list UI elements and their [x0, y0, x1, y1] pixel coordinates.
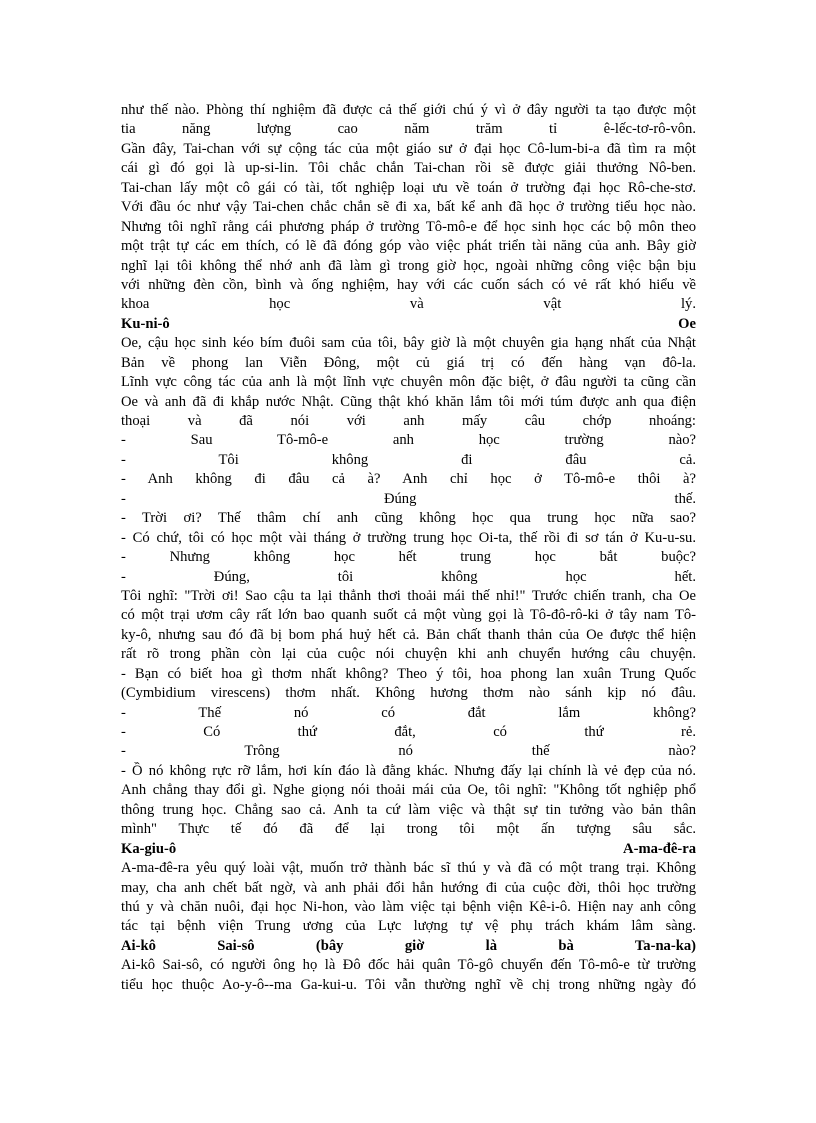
text-line: có một trại ươm cây rất lớn bao quanh suốt cả một vùng gọi là Tô-đô-rô-ki ở tây nam Tô-: [121, 607, 696, 624]
dialogue-line: - Ồ nó không rực rỡ lắm, hơi kín đáo là đằng khác. Nhưng đấy lại chính là vẻ đẹp của nó.: [121, 762, 696, 779]
section-heading: Ku-ni-ô Oe: [121, 315, 696, 332]
section-heading: Ai-kô Sai-sô (bây giờ là bà Ta-na-ka): [121, 937, 696, 954]
dialogue-line: - Tôi không đi đâu cả.: [121, 451, 696, 468]
text-line: thú y và chăn nuôi, đại học Ni-hon, vào làm việc tại bệnh viện Kê-i-ô. Hiện nay anh công: [121, 898, 696, 915]
text-line: A-ma-đê-ra yêu quý loài vật, muốn trở thành bác sĩ thú y và đã có một trang trại. Không: [121, 860, 696, 877]
text-line: mình" Thực tế đó đã để lại trong tôi một ấn tượng sâu sắc.: [121, 821, 696, 838]
text-line: Nhưng tôi nghĩ rằng cái phương pháp ở trường Tô-mô-e để học sinh học các bộ môn theo: [121, 218, 696, 235]
text-line: thông trung học. Chẳng sao cả. Anh ta cứ làm việc và thật sự tin tưởng vào bản thân: [121, 801, 696, 818]
text-line: Với đầu óc như vậy Tai-chen chắc chắn sẽ đi xa, bất kể anh đã học ở trường tiểu học nào.: [121, 199, 696, 216]
text-line: với những đèn cồn, bình và ống nghiệm, hay với các cuốn sách có vẻ rất khó hiểu về: [121, 276, 696, 293]
text-line: tiểu học thuộc Ao-y-ô--ma Ga-kui-u. Tôi vẫn thường nghĩ về chị trong những ngày đó: [121, 976, 696, 993]
text-line: Anh chẳng thay đổi gì. Nghe giọng nói thoải mái của Oe, tôi nghĩ: "Không tốt nghiệp phổ: [121, 782, 696, 799]
dialogue-line: - Trời ơi? Thế thâm chí anh cũng không học qua trung học nữa sao?: [121, 510, 696, 527]
text-line: Oe, cậu học sinh kéo bím đuôi sam của tôi, bây giờ là một chuyên gia hạng nhất của Nhật: [121, 335, 696, 352]
section-heading: Ka-giu-ô A-ma-đê-ra: [121, 840, 696, 857]
text-line: nghĩ lại tôi không thể nhớ anh đã làm gì trong giờ học, ngoài những công việc bận bịu: [121, 257, 696, 274]
dialogue-line: - Đúng thế.: [121, 490, 696, 507]
text-line: tác tại bệnh viện Trung ương của Lực lượng tự vệ phụ trách khám lâm sàng.: [121, 918, 696, 935]
dialogue-line: - Đúng, tôi không học hết.: [121, 568, 696, 585]
text-line: Gần đây, Tai-chan với sự cộng tác của một giáo sư ở đại học Cô-lum-bi-a đã tìm ra một: [121, 140, 696, 157]
text-line: Ai-kô Sai-sô, có người ông họ là Đô đốc hải quân Tô-gô chuyển đến Tô-mô-e từ trường: [121, 957, 696, 974]
text-line: Tai-chan lấy một cô gái có tài, tốt nghiệp loại ưu về toán ở trường đại học Rô-che-stơ.: [121, 179, 696, 196]
dialogue-line: - Thế nó có đắt lắm không?: [121, 704, 696, 721]
dialogue-line: - Có chứ, tôi có học một vài tháng ở trường trung học Oi-ta, thế rồi đi sơ tán ở Ku-u-su.: [121, 529, 696, 546]
dialogue-line: - Anh không đi đâu cả à? Anh chỉ học ở Tô-mô-e thôi à?: [121, 471, 696, 488]
text-line: một trật tự các em thích, có lẽ đã đóng góp vào việc phát triển tài năng của anh. Bây giờ: [121, 238, 696, 255]
text-line: thoại và đã nói với anh mấy câu chớp nhoáng:: [121, 413, 696, 429]
dialogue-line: - Nhưng không học hết trung học bắt buộc?: [121, 549, 696, 566]
text-line: (Cymbidium virescens) thơm nhất. Không hương thơm nào sánh kịp nó đâu.: [121, 685, 696, 702]
text-line: rất rõ trong phần còn lại của cuộc nói chuyện khi anh chuyển hướng câu chuyện.: [121, 646, 696, 663]
dialogue-line: - Trông nó thế nào?: [121, 743, 696, 760]
document-body: [121, 101, 696, 995]
text-line: may, cha anh chết bất ngờ, và anh phải đổi hẳn hướng đi của cuộc đời, thôi học trường: [121, 879, 696, 896]
dialogue-line: - Sau Tô-mô-e anh học trường nào?: [121, 432, 696, 449]
text-line: ky-ô, nhưng sau đó đã bị bom phá huỷ hết cả. Bản chất thanh thản của Oe được thể hiện: [121, 626, 696, 643]
text-line: cái gì đó gọi là up-si-lin. Tôi chắc chắn Tai-chan rồi sẽ được giải thưởng Nô-ben.: [121, 160, 696, 177]
text-line: Oe và anh đã đi khắp nước Nhật. Cũng thật khó khăn lắm tôi mới túm được anh qua điện: [121, 393, 696, 410]
text-line: Tôi nghĩ: "Trời ơi! Sao cậu ta lại thẳnh thơi thoải mái thế nhỉ!" Trước chiến tranh, cha Oe: [121, 587, 696, 604]
text-line: tia năng lượng cao năm trăm tỉ ê-lếc-tơ-rô-vôn.: [121, 121, 696, 138]
text-line: Lĩnh vực công tác của anh là một lĩnh vực chuyên môn đặc biệt, ở đâu người ta cũng cần: [121, 374, 696, 391]
text-line: Bản về phong lan Viễn Đông, một củ giá trị có đến hàng vạn đô-la.: [121, 354, 696, 371]
text-line: như thế nào. Phòng thí nghiệm đã được cả thế giới chú ý vì ở đây người ta tạo được một: [121, 102, 696, 118]
text-line: khoa học và vật lý.: [121, 296, 696, 313]
dialogue-line: - Có thứ đắt, có thứ rẻ.: [121, 724, 696, 740]
dialogue-line: - Bạn có biết hoa gì thơm nhất không? Theo ý tôi, hoa phong lan xuân Trung Quốc: [121, 665, 696, 682]
